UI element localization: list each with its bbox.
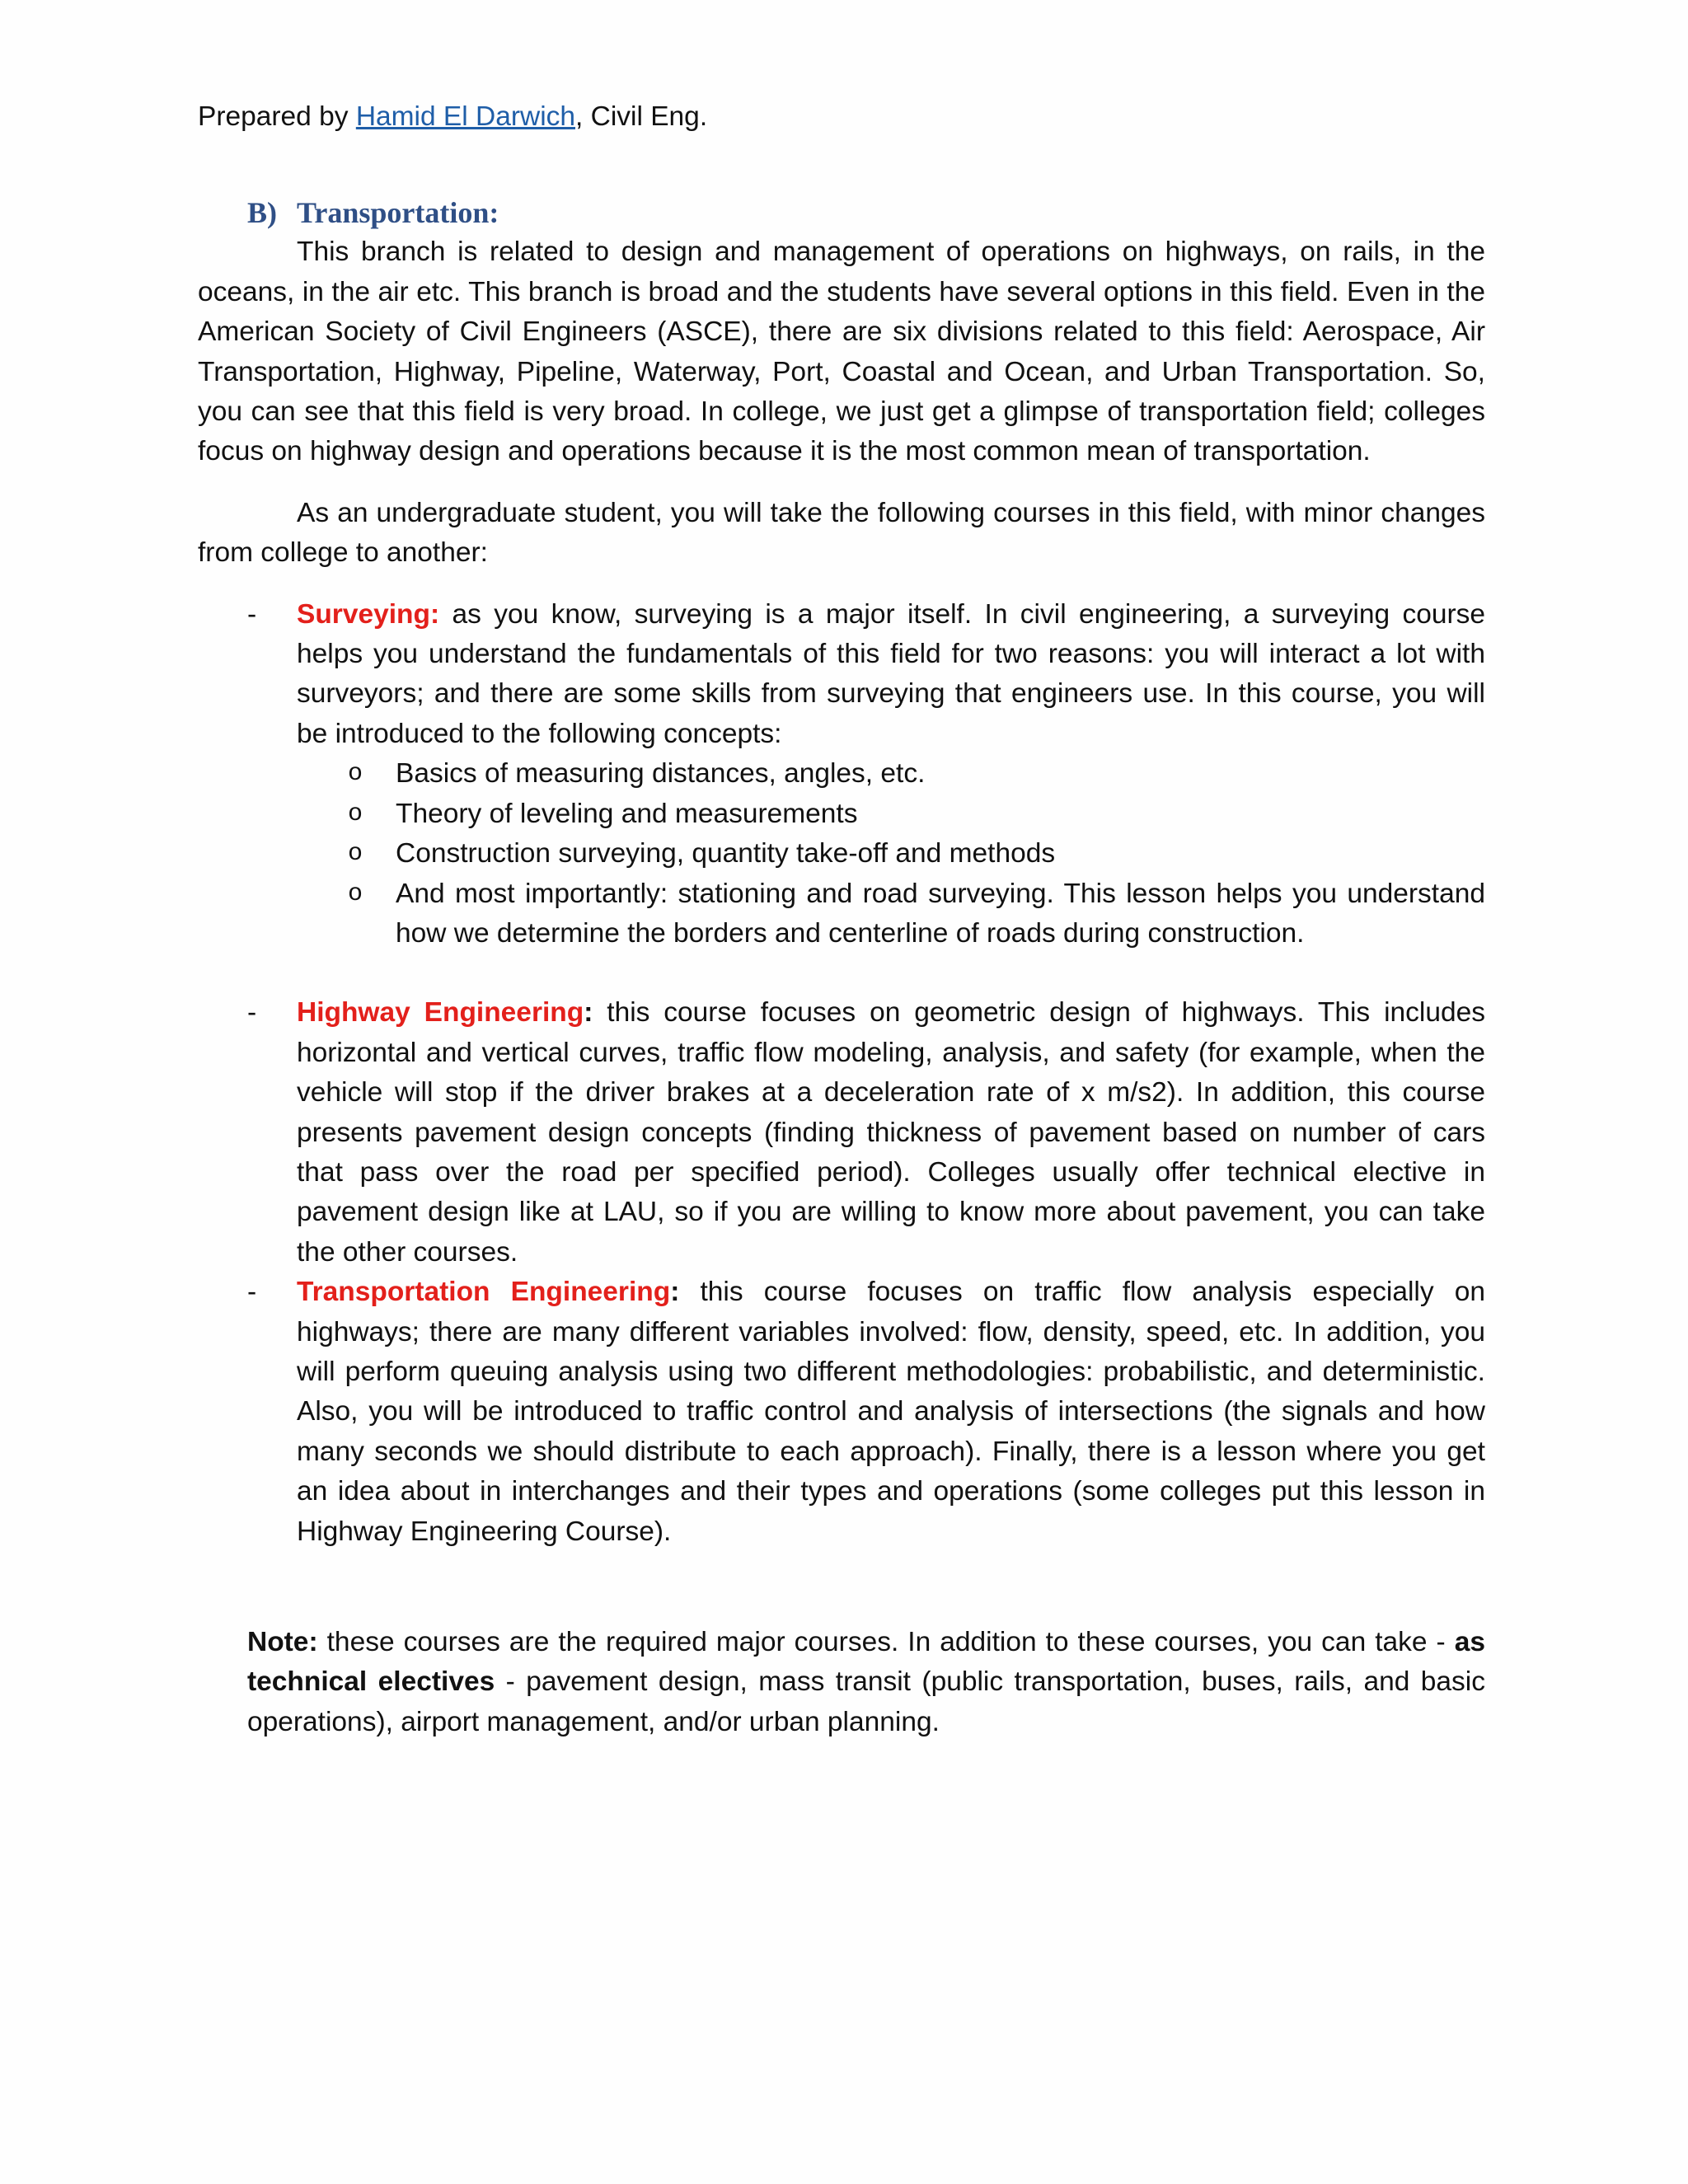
surveying-topics [297,754,1485,954]
course-text-surveying: as you know, surveying is a major itself. In civil engineering, a surveying course helps you understand the fundamentals of this field for two reasons: you will interact a lot with surveyors; and there are some skills from surveying that engineers use. In this course, you will be introduced to the following concepts: [297,598,1485,749]
surveying-topic-text: And most importantly: stationing and road surveying. This lesson helps you understand how we determine the borders and centerline of roads during construction. [396,878,1485,949]
circle-bullet: o [348,799,363,828]
course-name-transportation: Transportation Engineering [297,1277,671,1308]
dash-bullet: - [247,598,257,630]
section-number: B) [247,196,277,230]
surveying-topic-text: Theory of leveling and measurements [396,798,858,829]
course-item-transportation [198,1272,1485,1552]
prepared-by-line [198,97,1485,137]
circle-bullet: o [348,840,363,869]
prepared-by-label: Prepared by [198,101,349,132]
intro-paragraph: This branch is related to design and management of operations on highways, on rails, in the oceans, in the air etc. This branch is broad and the students have several options in this field. Even in the American Society of Civil Engineers (ASCE), there are six divisions related to this field: Aerospace, Air Transportation, Highway, Pipeline, Waterway, Port, Coastal and Ocean, and Urban Transportation. So, you can see that this field is very broad. In college, we just get a glimpse of transportation field; colleges focus on highway design and operations because it is the most common mean of transportation. [198,237,1485,467]
course-list [198,595,1485,1552]
course-colon: : [670,1277,680,1308]
surveying-topic [297,834,1485,874]
surveying-topic [297,874,1485,954]
note-text-1: these courses are the required major courses. In addition to these courses, you can take - [317,1627,1455,1657]
note-bold-text: as technical electives [247,1627,1485,1698]
note-label: Note: [247,1627,318,1657]
dash-bullet: - [247,1277,257,1308]
courses-intro-paragraph: As an undergraduate student, you will take the following courses in this field, with minor changes from college to another: [198,497,1485,569]
circle-bullet: o [348,879,363,908]
course-item-highway [198,993,1485,1272]
note-text-2: - pavement design, mass transit (public transportation, buses, rails, and basic operations), airport management, and/or urban planning. [247,1666,1485,1737]
course-name-surveying: Surveying: [297,598,440,630]
surveying-topic-text: Construction surveying, quantity take-off and methods [396,838,1056,869]
note-paragraph [247,1623,1485,1742]
dash-bullet: - [247,997,257,1029]
author-link[interactable]: Hamid El Darwich [355,101,576,132]
author-suffix: , Civil Eng. [575,101,708,132]
surveying-topic-text: Basics of measuring distances, angles, etc. [396,758,926,790]
course-name-highway: Highway Engineering [297,997,584,1029]
surveying-topic [297,794,1485,834]
surveying-topic [297,754,1485,794]
course-item-surveying [198,595,1485,954]
page-content [198,97,1485,1742]
circle-bullet: o [348,760,363,789]
section-title: Transportation: [297,196,499,230]
course-text-highway: this course focuses on geometric design of highways. This includes horizontal and vertical curves, traffic flow modeling, analysis, and safety (for example, when the vehicle will stop if the driver brakes at a deceleration rate of x m/s2). In addition, this course presents pavement design concepts (finding thickness of pavement based on number of cars that pass over the road per specified period). Colleges usually offer technical elective in pavement design like at LAU, so if you are willing to know more about pavement, you can take the other courses. [297,997,1485,1268]
section-heading [247,193,1485,232]
course-text-transportation: this course focuses on traffic flow analysis especially on highways; there are many different variables involved: flow, density, speed, etc. In addition, you will perform queuing analysis using two different methodologies: probabilistic, and deterministic. Also, you will be introduced to traffic control and analysis of intersections (the signals and how many seconds we should distribute to each approach). Finally, there is a lesson where you get an idea about in interchanges and their types and operations (some colleges put this lesson in Highway Engineering Course). [297,1277,1485,1547]
course-colon: : [584,997,593,1029]
